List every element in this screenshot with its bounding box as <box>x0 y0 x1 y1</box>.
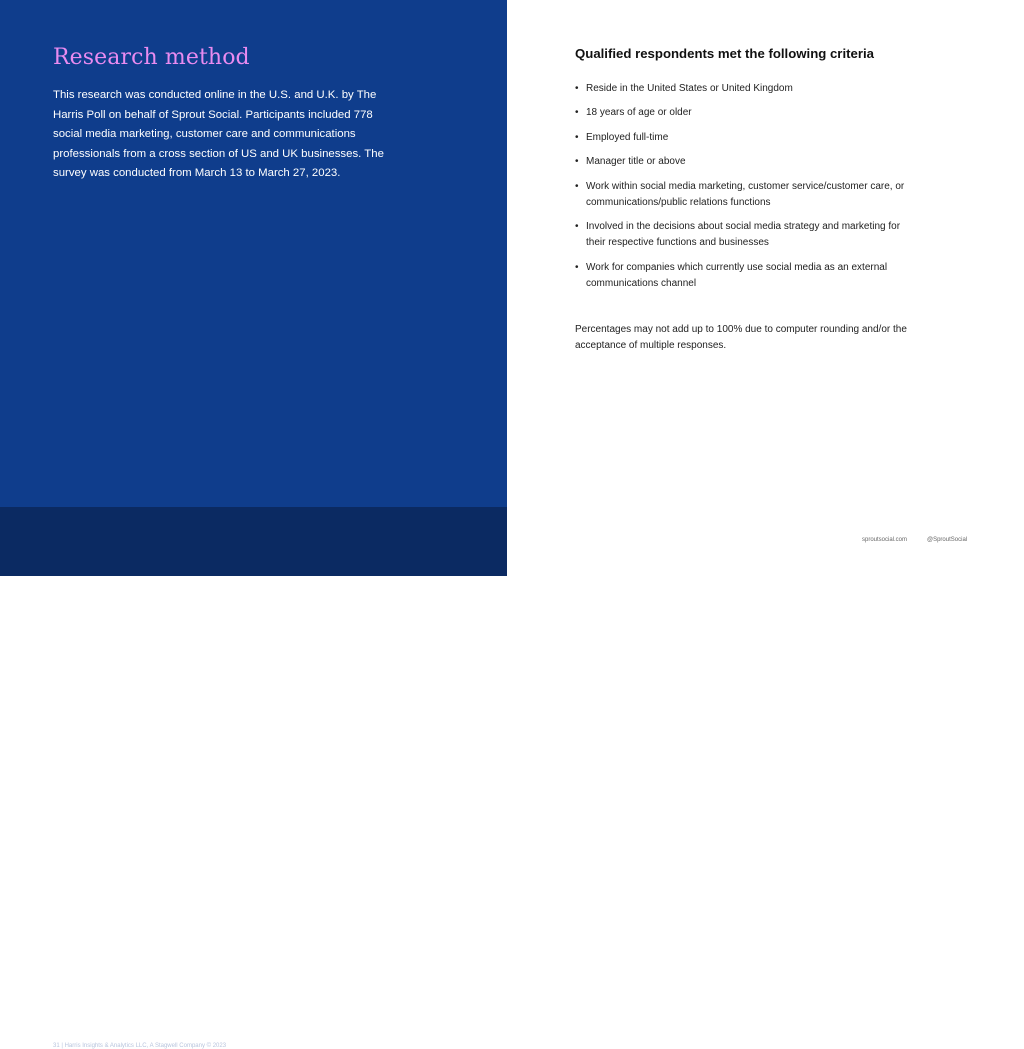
criteria-text: Manager title or above <box>586 156 686 168</box>
criteria-text: Employed full-time <box>586 131 669 143</box>
criteria-item <box>575 219 915 251</box>
page-title: Research method <box>53 45 250 70</box>
bullet-icon: • <box>575 131 579 143</box>
criteria-item <box>575 81 915 97</box>
criteria-item <box>575 105 915 121</box>
research-description: This research was conducted online in the U.S. and U.K. by The Harris Poll on behalf of Sprout Social. Participants included 778 social media marketing, customer care and communications professionals from a cross section of US and UK businesses. The survey was conducted from March 13 to March 27, 2023. <box>53 89 384 180</box>
criteria-title: Qualified respondents met the following criteria <box>575 46 874 61</box>
criteria-text: Reside in the United States or United Kingdom <box>586 83 793 94</box>
left-panel <box>0 0 507 507</box>
criteria-text: Work within social media marketing, customer service/customer care, or communications/public relations functions <box>586 180 905 208</box>
criteria-item <box>575 130 915 146</box>
criteria-text: Involved in the decisions about social media strategy and marketing for their respective functions and businesses <box>586 221 901 249</box>
rounding-note: Percentages may not add up to 100% due to computer rounding and/or the acceptance of multiple responses. <box>575 324 907 352</box>
bullet-icon: • <box>575 156 579 168</box>
left-footer <box>0 507 507 1049</box>
criteria-list <box>575 81 915 300</box>
website-link[interactable]: sproutsocial.com <box>862 537 908 543</box>
criteria-text: Work for companies which currently use social media as an external communications channel <box>586 261 888 289</box>
page-number-copyright: 31 | Harris Insights & Analytics LLC, A Stagwell Company © 2023 <box>53 1043 227 1049</box>
criteria-text: 18 years of age or older <box>586 107 692 119</box>
bullet-icon: • <box>575 221 579 233</box>
social-handle-link[interactable]: @SproutSocial <box>927 537 968 543</box>
bullet-icon: • <box>575 180 579 192</box>
criteria-item <box>575 260 915 292</box>
bullet-icon: • <box>575 83 579 94</box>
bullet-icon: • <box>575 107 579 119</box>
criteria-item <box>575 179 915 211</box>
criteria-item <box>575 154 915 170</box>
bullet-icon: • <box>575 261 579 273</box>
